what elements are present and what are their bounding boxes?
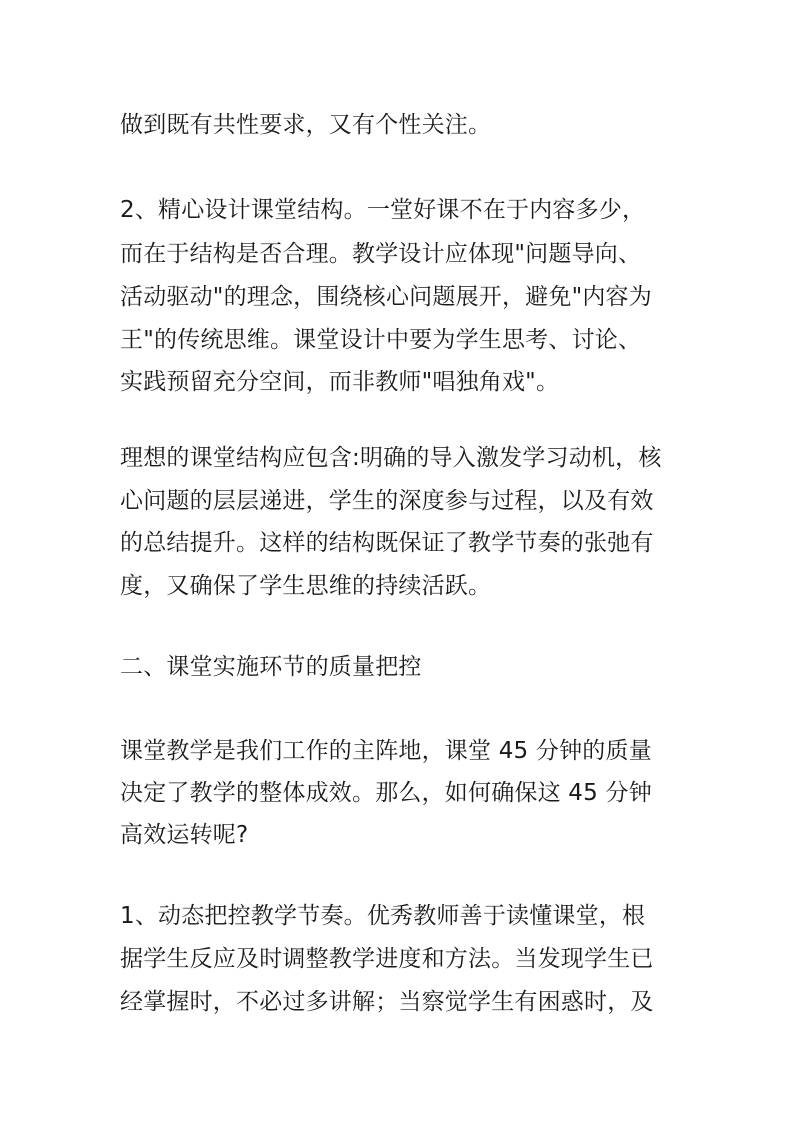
paragraph-2-line-2: 而在于结构是否合理。教学设计应体现"问题导向、	[120, 241, 642, 267]
paragraph-2-line-4: 王"的传统思维。课堂设计中要为学生思考、讨论、	[120, 327, 642, 353]
paragraph-2-line-5: 实践预留充分空间，而非教师"唱独角戏"。	[120, 369, 560, 395]
paragraph-5-line-2: 决定了教学的整体成效。那么，如何确保这 45 分钟	[120, 780, 652, 806]
paragraph-6-line-1: 1、动态把控教学节奏。优秀教师善于读懂课堂，根	[120, 903, 646, 929]
paragraph-3-line-4: 度，又确保了学生思维的持续活跃。	[120, 573, 492, 599]
paragraph-2-line-3: 活动驱动"的理念，围绕核心问题展开，避免"内容为	[120, 284, 652, 310]
paragraph-6-line-3: 经掌握时，不必过多讲解；当察觉学生有困惑时，及	[120, 989, 654, 1015]
paragraph-3-line-3: 的总结提升。这样的结构既保证了教学节奏的张弛有	[120, 530, 654, 556]
paragraph-6-line-2: 据学生反应及时调整教学进度和方法。当发现学生已	[120, 946, 654, 972]
paragraph-3-line-1: 理想的课堂结构应包含:明确的导入激发学习动机，核	[120, 445, 662, 471]
paragraph-1-line-1: 做到既有共性要求，又有个性关注。	[120, 112, 492, 138]
section-heading: 二、课堂实施环节的质量把控	[120, 654, 422, 680]
paragraph-2-line-1: 2、精心设计课堂结构。一堂好课不在于内容多少，	[120, 197, 646, 223]
paragraph-3-line-2: 心问题的层层递进，学生的深度参与过程，以及有效	[120, 488, 654, 514]
paragraph-5-line-1: 课堂教学是我们工作的主阵地，课堂 45 分钟的质量	[120, 738, 652, 764]
paragraph-5-line-3: 高效运转呢?	[120, 822, 249, 848]
